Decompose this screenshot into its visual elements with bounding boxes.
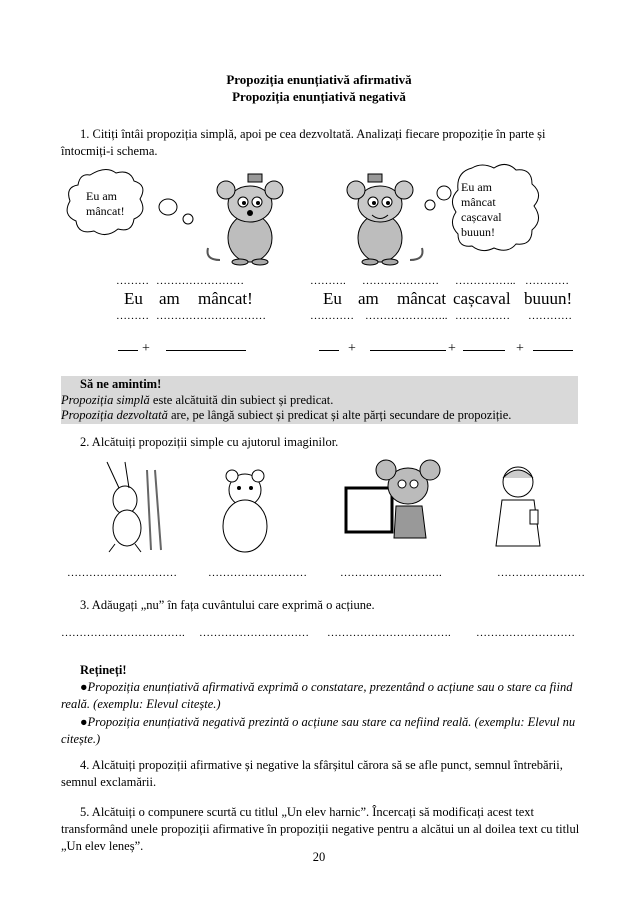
bubble-left-line1: Eu am	[86, 189, 117, 203]
bubble-right-line1: Eu am	[461, 180, 492, 194]
dots-top-2b: …………………	[362, 275, 439, 287]
remember-line-2-rest: are, pe lângă subiect și predicat și alte părți secundare de propoziție.	[167, 408, 512, 422]
schema-2-line-c	[463, 350, 505, 351]
dots-bottom-2c: ……………	[455, 310, 510, 322]
girl-brushing-teeth-illustration	[490, 460, 550, 550]
dots-top-2a: ……….	[310, 275, 346, 287]
schema-1-plus: +	[142, 341, 150, 356]
ex2-answer-line-4[interactable]: ……………………	[497, 567, 585, 579]
s1-word-eu: Eu	[124, 289, 143, 308]
mouse-illustration-right	[330, 168, 430, 268]
remember-heading: Să ne amintim!	[80, 377, 162, 391]
exercise-4-text: 4. Alcătuiți propoziții afirmative și negative la sfârșitul cărora să se afle punct, semnul întrebării, semnul exclamării.	[61, 758, 563, 789]
dots-bottom-1a: ………	[116, 310, 149, 322]
exercise-1-text: 1. Citiți întâi propoziția simplă, apoi pe cea dezvoltată. Analizați fiecare propoziție în parte și întocmiți-i schema.	[61, 127, 546, 158]
dots-top-1a: ………	[116, 275, 149, 287]
dots-bottom-1b: …………………………	[156, 310, 266, 322]
remember-term-simple: Propoziția simplă	[61, 393, 150, 407]
dots-bottom-2b: …………………..	[365, 310, 448, 322]
dots-top-2d: …………	[525, 275, 569, 287]
bubble-right-line4: buuun!	[461, 225, 495, 239]
mouse-illustration-left	[200, 168, 300, 268]
remember-line-1	[61, 393, 333, 408]
rabbit-illustration	[95, 460, 175, 555]
bear-illustration	[210, 460, 280, 555]
s2-word-buuun: buuun!	[524, 289, 573, 308]
schema-1-line-b	[166, 350, 246, 351]
schema-2-plus-b: +	[448, 341, 456, 356]
schema-2-line-b	[370, 350, 446, 351]
ex3-answer-line-4[interactable]: ………………………	[476, 627, 575, 639]
title-affirmative: Propoziția enunțiativă afirmativă	[226, 72, 412, 87]
schema-2-plus-c: +	[516, 341, 524, 356]
s2-word-cascaval: cașcaval	[453, 289, 511, 308]
retineti-affirmative-rule: ●Propoziția enunțiativă afirmativă exprimă o constatare, prezentând o acțiune sau o stare ca fiind reală. (exemplu: Elevul citește.)	[61, 680, 573, 711]
ex2-answer-line-1[interactable]: …………………………	[67, 567, 177, 579]
s2-word-mancat: mâncat	[397, 289, 447, 308]
ex2-answer-line-2[interactable]: ………………………	[208, 567, 307, 579]
s1-word-mancat: mâncat!	[198, 289, 253, 308]
dots-bottom-2a: …………	[310, 310, 354, 322]
schema-2-line-a	[319, 350, 339, 351]
dots-bottom-2d: …………	[528, 310, 572, 322]
mouse-with-frame-illustration	[340, 458, 450, 548]
exercise-3-text: 3. Adăugați „nu” în fața cuvântului care exprimă o acțiune.	[80, 598, 375, 612]
bubble-left-line2: mâncat!	[86, 204, 125, 218]
schema-2-line-d	[533, 350, 573, 351]
s2-word-am: am	[358, 289, 379, 308]
s2-word-eu: Eu	[323, 289, 342, 308]
title-negative: Propoziția enunțiativă negativă	[232, 89, 406, 104]
ex3-answer-line-1[interactable]: …………………………….	[61, 627, 185, 639]
schema-2-plus-a: +	[348, 341, 356, 356]
s1-word-am: am	[159, 289, 180, 308]
page-number: 20	[312, 850, 326, 864]
dots-top-1b: ……………………	[156, 275, 244, 287]
ex3-answer-line-2[interactable]: …………………………	[199, 627, 309, 639]
bubble-right-line2: mâncat	[461, 195, 496, 209]
remember-term-developed: Propoziția dezvoltată	[61, 408, 168, 422]
retineti-heading: Rețineți!	[80, 663, 127, 677]
bubble-right-line3: cașcaval	[461, 210, 502, 224]
ex3-answer-line-3[interactable]: …………………………….	[327, 627, 451, 639]
ex2-answer-line-3[interactable]: ……………………….	[340, 567, 442, 579]
schema-1-line-a	[118, 350, 138, 351]
retineti-negative-rule: ●Propoziția enunțiativă negativă prezintă o acțiune sau stare ca nefiind reală. (exemplu: Elevul nu citește.)	[61, 715, 576, 746]
remember-line-1-rest: este alcătuită din subiect și predicat.	[149, 393, 334, 407]
exercise-5-text: 5. Alcătuiți o compunere scurtă cu titlul „Un elev harnic”. Încercați să modificați acest text transformând unele propoziții afirmative în propoziții negative pentru a alcătui un al doilea text cu titlul „Un elev leneș”.	[61, 805, 580, 853]
remember-line-2	[61, 408, 511, 423]
dots-top-2c: ……………..	[455, 275, 516, 287]
exercise-2-text: 2. Alcătuiți propoziții simple cu ajutorul imaginilor.	[80, 435, 339, 449]
